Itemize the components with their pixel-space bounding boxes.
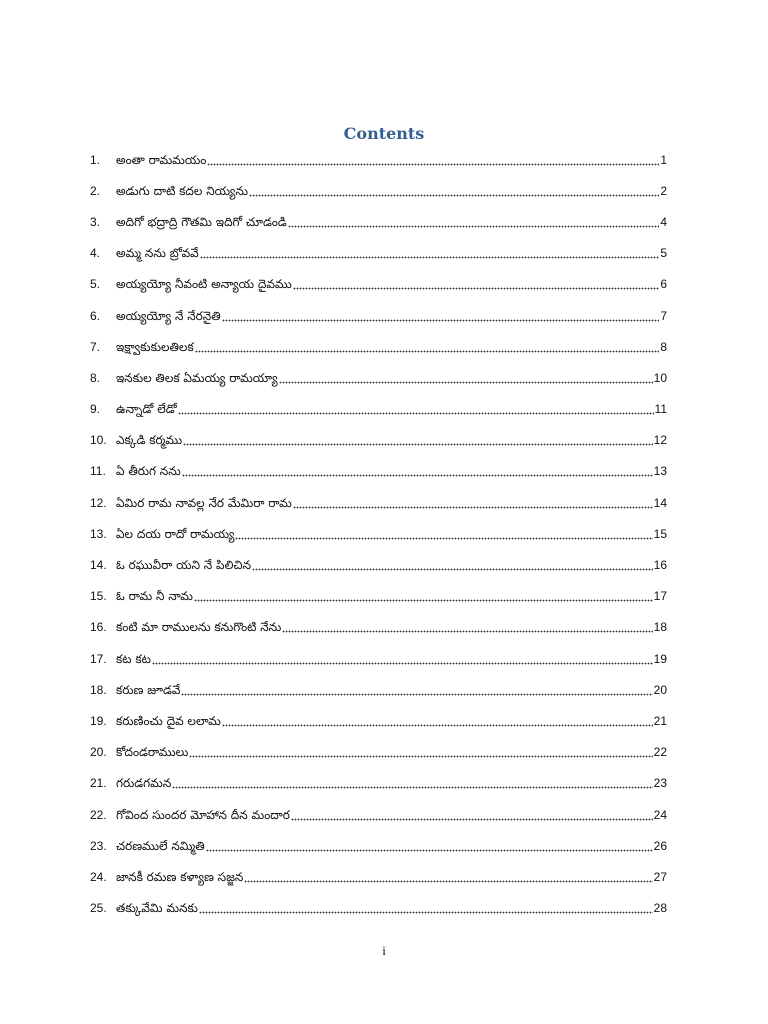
toc-entry-page-number[interactable]: 18 bbox=[653, 620, 667, 635]
toc-entry-number: 6. bbox=[90, 308, 101, 323]
toc-entry-number: 1. bbox=[90, 152, 101, 167]
toc-entry-title[interactable]: అంతా రామమయం bbox=[116, 152, 207, 167]
toc-entry[interactable] bbox=[90, 893, 667, 924]
toc-entry-page-number[interactable]: 2 bbox=[660, 183, 667, 198]
toc-entry-number: 20. bbox=[90, 745, 107, 760]
toc-entry-title[interactable]: ఏమిర రామ నావల్ల నేర మేమిరా రామ bbox=[116, 495, 292, 510]
toc-entry[interactable] bbox=[90, 300, 667, 331]
toc-entry-title[interactable]: ఏల దయ రాదో రామయ్య bbox=[116, 526, 235, 541]
toc-dot-leader bbox=[288, 216, 660, 228]
toc-entry-number: 22. bbox=[90, 807, 107, 822]
toc-entry[interactable] bbox=[90, 144, 667, 175]
toc-entry-page-number[interactable]: 4 bbox=[660, 214, 667, 229]
toc-entry-page-number[interactable]: 15 bbox=[653, 526, 667, 541]
toc-entry-number: 17. bbox=[90, 651, 107, 666]
toc-dot-leader bbox=[222, 310, 660, 322]
toc-entry-page-number[interactable]: 6 bbox=[660, 277, 667, 292]
toc-entry-title[interactable]: గోవింద సుందర మోహాన దీన మందార bbox=[116, 807, 290, 822]
toc-entry-title[interactable]: అయ్యయ్యో నీవంటి అన్యాయ దైవము bbox=[116, 277, 292, 292]
toc-entry[interactable] bbox=[90, 643, 667, 674]
toc-entry-number: 9. bbox=[90, 402, 101, 417]
toc-entry-title[interactable]: ఏ తీరుగ నను bbox=[116, 464, 181, 479]
footer-page-number: i bbox=[382, 943, 386, 958]
toc-entry[interactable] bbox=[90, 518, 667, 549]
toc-entry-title[interactable]: కరుణ జూడవే bbox=[116, 682, 181, 697]
toc-entry[interactable] bbox=[90, 549, 667, 580]
toc-entry-number: 12. bbox=[90, 495, 107, 510]
toc-entry-title[interactable]: ఇనకుల తిలక ఏమయ్య రామయ్యా bbox=[116, 370, 278, 385]
toc-entry[interactable] bbox=[90, 175, 667, 206]
toc-entry[interactable] bbox=[90, 456, 667, 487]
toc-entry-page-number[interactable]: 11 bbox=[654, 402, 667, 417]
toc-entry[interactable] bbox=[90, 487, 667, 518]
toc-entry-page-number[interactable]: 17 bbox=[653, 589, 667, 604]
toc-entry-number: 5. bbox=[90, 277, 101, 292]
toc-dot-leader bbox=[194, 590, 653, 602]
toc-entry-title[interactable]: జానకీ రమణ కళ్యాణ సజ్జన bbox=[116, 869, 244, 884]
toc-entry[interactable] bbox=[90, 362, 667, 393]
toc-entry-number: 11. bbox=[90, 464, 106, 479]
toc-entry-page-number[interactable]: 22 bbox=[653, 745, 667, 760]
toc-entry-title[interactable]: అయ్యయ్యో నే నేరనైతి bbox=[116, 308, 221, 323]
toc-dot-leader bbox=[222, 715, 653, 727]
toc-dot-leader bbox=[183, 434, 652, 446]
toc-dot-leader bbox=[207, 154, 659, 166]
toc-entry-page-number[interactable]: 14 bbox=[653, 495, 667, 510]
toc-entry[interactable] bbox=[90, 331, 667, 362]
toc-entry-number: 16. bbox=[90, 620, 107, 635]
toc-entry-page-number[interactable]: 10 bbox=[653, 370, 667, 385]
toc-dot-leader bbox=[189, 746, 652, 758]
toc-entry-title[interactable]: అడుగు దాటి కదల నియ్యను bbox=[116, 183, 249, 198]
toc-entry-page-number[interactable]: 13 bbox=[653, 464, 667, 479]
toc-dot-leader bbox=[206, 840, 653, 852]
toc-entry-page-number[interactable]: 26 bbox=[653, 838, 667, 853]
toc-entry-title[interactable]: చరణములే నమ్మితి bbox=[116, 838, 205, 853]
toc-entry-title[interactable]: అమ్మ నను బ్రోవవే bbox=[116, 246, 199, 261]
toc-entry-page-number[interactable]: 21 bbox=[653, 713, 667, 728]
toc-entry[interactable] bbox=[90, 674, 667, 705]
toc-entry-page-number[interactable]: 16 bbox=[653, 558, 667, 573]
toc-entry-title[interactable]: కోదండరాములు bbox=[116, 745, 189, 760]
toc-entry-title[interactable]: గరుడగమన bbox=[116, 776, 172, 791]
toc-entry-title[interactable]: ఎక్కడి కర్మము bbox=[116, 433, 183, 448]
contents-heading: Contents bbox=[343, 124, 425, 143]
toc-entry-page-number[interactable]: 19 bbox=[653, 651, 667, 666]
toc-entry[interactable] bbox=[90, 705, 667, 736]
toc-entry-number: 8. bbox=[90, 370, 101, 385]
toc-entry[interactable] bbox=[90, 737, 667, 768]
toc-dot-leader bbox=[252, 559, 653, 571]
toc-entry-page-number[interactable]: 23 bbox=[653, 776, 667, 791]
toc-dot-leader bbox=[195, 341, 660, 353]
toc-entry[interactable] bbox=[90, 269, 667, 300]
toc-entry-title[interactable]: ఉన్నాడో లేడో bbox=[116, 402, 177, 417]
toc-entry-title[interactable]: కంటి మా రాములను కనుగొంటి నేను bbox=[116, 620, 282, 635]
toc-entry-number: 10. bbox=[90, 433, 107, 448]
toc-entry-page-number[interactable]: 28 bbox=[653, 901, 667, 916]
toc-entry-number: 3. bbox=[90, 214, 101, 229]
toc-entry-title[interactable]: ఇక్ష్వాకుకులతిలక bbox=[116, 339, 194, 354]
toc-entry-number: 7. bbox=[90, 339, 101, 354]
toc-dot-leader bbox=[235, 528, 652, 540]
toc-entry-number: 18. bbox=[90, 682, 107, 697]
toc-entry-page-number[interactable]: 8 bbox=[660, 339, 667, 354]
toc-entry-number: 21. bbox=[90, 776, 107, 791]
toc-entry-number: 23. bbox=[90, 838, 107, 853]
toc-entry-page-number[interactable]: 1 bbox=[660, 152, 667, 167]
toc-entry[interactable] bbox=[90, 861, 667, 892]
toc-dot-leader bbox=[200, 247, 660, 259]
toc-entry-page-number[interactable]: 27 bbox=[653, 869, 667, 884]
toc-entry[interactable] bbox=[90, 394, 667, 425]
toc-entry-title[interactable]: తక్కువేమి మనకు bbox=[116, 901, 198, 916]
toc-dot-leader bbox=[178, 403, 654, 415]
toc-dot-leader bbox=[182, 465, 653, 477]
toc-dot-leader bbox=[244, 871, 652, 883]
toc-entry-page-number[interactable]: 24 bbox=[653, 807, 667, 822]
toc-entry[interactable] bbox=[90, 612, 667, 643]
toc-dot-leader bbox=[291, 809, 653, 821]
toc-dot-leader bbox=[199, 902, 653, 914]
toc-entry-number: 25. bbox=[90, 901, 107, 916]
toc-dot-leader bbox=[293, 497, 653, 509]
toc-dot-leader bbox=[152, 653, 653, 665]
toc-entry-title[interactable]: అదిగో భద్రాద్రి గౌతమి ఇదిగో చూడండి bbox=[116, 214, 287, 229]
toc-entry[interactable] bbox=[90, 238, 667, 269]
toc-entry-number: 14. bbox=[90, 558, 107, 573]
toc-entry-number: 15. bbox=[90, 589, 107, 604]
toc-entry-title[interactable]: కట కట bbox=[116, 651, 151, 666]
toc-entry-title[interactable]: ఓ రామ నీ నామ bbox=[116, 589, 193, 604]
table-of-contents bbox=[90, 144, 667, 924]
toc-entry-number: 4. bbox=[90, 246, 101, 261]
toc-entry-number: 24. bbox=[90, 869, 107, 884]
toc-entry-number: 13. bbox=[90, 526, 107, 541]
toc-entry-page-number[interactable]: 20 bbox=[653, 682, 667, 697]
toc-dot-leader bbox=[172, 777, 652, 789]
toc-entry-number: 2. bbox=[90, 183, 101, 198]
toc-entry-page-number[interactable]: 5 bbox=[660, 246, 667, 261]
toc-entry[interactable] bbox=[90, 206, 667, 237]
toc-dot-leader bbox=[279, 372, 653, 384]
toc-dot-leader bbox=[282, 621, 652, 633]
toc-dot-leader bbox=[181, 684, 652, 696]
toc-entry-number: 19. bbox=[90, 713, 107, 728]
toc-entry[interactable] bbox=[90, 425, 667, 456]
toc-entry[interactable] bbox=[90, 768, 667, 799]
toc-dot-leader bbox=[293, 278, 660, 290]
toc-entry-title[interactable]: కరుణించు దైవ లలామ bbox=[116, 713, 221, 728]
toc-entry-page-number[interactable]: 12 bbox=[653, 433, 667, 448]
toc-entry[interactable] bbox=[90, 799, 667, 830]
toc-dot-leader bbox=[249, 185, 659, 197]
toc-entry-page-number[interactable]: 7 bbox=[660, 308, 667, 323]
toc-entry[interactable] bbox=[90, 581, 667, 612]
toc-entry-title[interactable]: ఓ రఘువీరా యని నే పిలిచిన bbox=[116, 558, 251, 573]
toc-entry[interactable] bbox=[90, 830, 667, 861]
